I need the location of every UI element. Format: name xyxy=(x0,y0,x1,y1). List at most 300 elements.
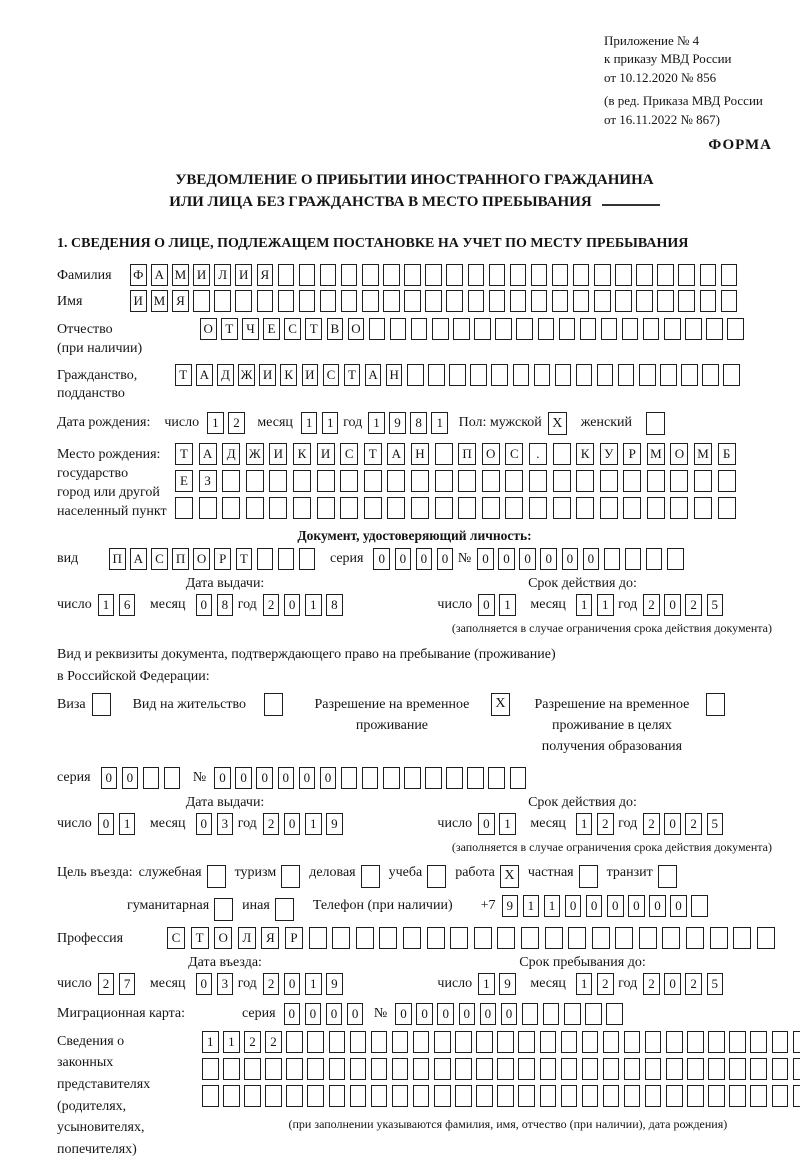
char-box[interactable]: 0 xyxy=(664,594,681,616)
char-box[interactable] xyxy=(286,1085,303,1107)
char-box[interactable]: 1 xyxy=(576,973,593,995)
char-box[interactable] xyxy=(687,1031,704,1053)
char-box[interactable]: 2 xyxy=(98,973,115,995)
char-box[interactable] xyxy=(491,364,508,386)
char-box[interactable] xyxy=(573,290,590,312)
char-box[interactable] xyxy=(691,895,708,917)
char-box[interactable]: Т xyxy=(236,548,253,570)
char-box[interactable] xyxy=(708,1031,725,1053)
char-box[interactable]: 0 xyxy=(395,1003,412,1025)
char-box[interactable] xyxy=(721,264,738,286)
char-box[interactable] xyxy=(639,927,657,949)
char-box[interactable]: 5 xyxy=(707,594,724,616)
char-box[interactable] xyxy=(383,264,400,286)
char-box[interactable] xyxy=(624,1058,641,1080)
char-box[interactable] xyxy=(757,927,775,949)
char-box[interactable]: 1 xyxy=(301,412,318,434)
char-box[interactable]: Я xyxy=(257,264,274,286)
char-box[interactable] xyxy=(392,1031,409,1053)
char-box[interactable] xyxy=(293,497,311,519)
char-box[interactable]: Л xyxy=(238,927,256,949)
char-box[interactable] xyxy=(390,318,407,340)
char-box[interactable] xyxy=(434,1085,451,1107)
char-box[interactable]: 0 xyxy=(501,1003,518,1025)
char-box[interactable]: 0 xyxy=(278,767,295,789)
char-box[interactable] xyxy=(278,264,295,286)
char-box[interactable]: О xyxy=(670,443,688,465)
char-box[interactable] xyxy=(362,767,379,789)
char-box[interactable] xyxy=(428,364,445,386)
char-box[interactable]: А xyxy=(130,548,147,570)
char-box[interactable]: 9 xyxy=(326,973,343,995)
char-box[interactable]: 1 xyxy=(523,895,540,917)
char-box[interactable] xyxy=(606,1003,623,1025)
char-box[interactable]: Т xyxy=(344,364,361,386)
char-box[interactable] xyxy=(622,318,639,340)
char-box[interactable] xyxy=(666,1085,683,1107)
char-box[interactable]: 0 xyxy=(284,813,301,835)
char-box[interactable] xyxy=(657,290,674,312)
char-box[interactable] xyxy=(561,1058,578,1080)
char-box[interactable] xyxy=(223,1085,240,1107)
char-box[interactable] xyxy=(278,290,295,312)
char-box[interactable] xyxy=(222,470,240,492)
char-box[interactable] xyxy=(350,1031,367,1053)
char-box[interactable]: Л xyxy=(214,264,231,286)
char-box[interactable] xyxy=(522,1003,539,1025)
char-box[interactable] xyxy=(531,264,548,286)
char-box[interactable]: Д xyxy=(222,443,240,465)
char-box[interactable] xyxy=(681,364,698,386)
char-box[interactable] xyxy=(662,927,680,949)
char-box[interactable] xyxy=(582,1058,599,1080)
char-box[interactable]: К xyxy=(280,364,297,386)
char-box[interactable] xyxy=(383,290,400,312)
char-box[interactable] xyxy=(278,548,295,570)
char-box[interactable]: 0 xyxy=(214,767,231,789)
char-box[interactable] xyxy=(468,264,485,286)
char-box[interactable]: 0 xyxy=(347,1003,364,1025)
char-box[interactable] xyxy=(299,264,316,286)
char-box[interactable] xyxy=(474,927,492,949)
char-box[interactable] xyxy=(427,927,445,949)
char-box[interactable] xyxy=(497,1031,514,1053)
char-box[interactable] xyxy=(411,318,428,340)
char-box[interactable] xyxy=(553,443,571,465)
char-box[interactable]: А xyxy=(387,443,405,465)
char-box[interactable] xyxy=(529,470,547,492)
char-box[interactable] xyxy=(413,1058,430,1080)
char-box[interactable] xyxy=(286,1058,303,1080)
char-box[interactable] xyxy=(317,497,335,519)
char-box[interactable] xyxy=(329,1031,346,1053)
char-box[interactable]: О xyxy=(482,443,500,465)
char-box[interactable]: Я xyxy=(261,927,279,949)
char-box[interactable]: 1 xyxy=(223,1031,240,1053)
char-box[interactable] xyxy=(269,497,287,519)
char-box[interactable]: Ж xyxy=(238,364,255,386)
char-box[interactable]: 0 xyxy=(459,1003,476,1025)
char-box[interactable] xyxy=(529,497,547,519)
char-box[interactable] xyxy=(458,497,476,519)
char-box[interactable] xyxy=(678,290,695,312)
char-box[interactable] xyxy=(615,927,633,949)
char-box[interactable] xyxy=(244,1085,261,1107)
char-box[interactable]: 7 xyxy=(119,973,136,995)
char-box[interactable]: 2 xyxy=(685,813,702,835)
char-box[interactable]: А xyxy=(196,364,213,386)
char-box[interactable]: 0 xyxy=(235,767,252,789)
char-box[interactable]: 0 xyxy=(326,1003,343,1025)
char-box[interactable] xyxy=(666,1058,683,1080)
char-box[interactable] xyxy=(413,1031,430,1053)
char-box[interactable]: О xyxy=(200,318,217,340)
char-box[interactable] xyxy=(257,548,274,570)
char-box[interactable] xyxy=(615,264,632,286)
char-box[interactable]: 0 xyxy=(416,548,433,570)
char-box[interactable] xyxy=(657,264,674,286)
char-box[interactable]: 0 xyxy=(196,813,213,835)
char-box[interactable] xyxy=(244,1058,261,1080)
char-box[interactable] xyxy=(453,318,470,340)
char-box[interactable]: 8 xyxy=(410,412,427,434)
char-box[interactable] xyxy=(476,1058,493,1080)
char-box[interactable]: 1 xyxy=(576,813,593,835)
char-box[interactable] xyxy=(341,767,358,789)
char-box[interactable] xyxy=(666,1031,683,1053)
char-box[interactable]: 0 xyxy=(196,594,213,616)
char-box[interactable]: 0 xyxy=(562,548,579,570)
char-box[interactable] xyxy=(573,264,590,286)
char-box[interactable]: А xyxy=(365,364,382,386)
char-box[interactable] xyxy=(329,1085,346,1107)
char-box[interactable] xyxy=(585,1003,602,1025)
temp-permit-checkbox[interactable]: X xyxy=(491,693,510,716)
char-box[interactable]: И xyxy=(259,364,276,386)
char-box[interactable]: О xyxy=(348,318,365,340)
char-box[interactable] xyxy=(594,290,611,312)
char-box[interactable]: И xyxy=(130,290,147,312)
char-box[interactable]: Т xyxy=(191,927,209,949)
char-box[interactable] xyxy=(265,1085,282,1107)
char-box[interactable]: 2 xyxy=(597,973,614,995)
char-box[interactable] xyxy=(645,1058,662,1080)
char-box[interactable]: И xyxy=(317,443,335,465)
char-box[interactable]: Ф xyxy=(130,264,147,286)
char-box[interactable] xyxy=(718,470,736,492)
char-box[interactable] xyxy=(723,364,740,386)
char-box[interactable]: 9 xyxy=(502,895,519,917)
char-box[interactable] xyxy=(687,1058,704,1080)
char-box[interactable]: Т xyxy=(221,318,238,340)
char-box[interactable] xyxy=(643,318,660,340)
char-box[interactable] xyxy=(482,470,500,492)
sex-female-checkbox[interactable] xyxy=(646,412,665,435)
char-box[interactable] xyxy=(476,1031,493,1053)
char-box[interactable] xyxy=(299,548,316,570)
char-box[interactable] xyxy=(332,927,350,949)
char-box[interactable]: О xyxy=(193,548,210,570)
char-box[interactable]: 1 xyxy=(119,813,136,835)
char-box[interactable] xyxy=(202,1058,219,1080)
char-box[interactable] xyxy=(552,290,569,312)
char-box[interactable]: Ж xyxy=(246,443,264,465)
char-box[interactable]: 0 xyxy=(284,594,301,616)
char-box[interactable] xyxy=(540,1058,557,1080)
char-box[interactable] xyxy=(555,364,572,386)
char-box[interactable] xyxy=(371,1085,388,1107)
char-box[interactable]: З xyxy=(199,470,217,492)
char-box[interactable] xyxy=(404,264,421,286)
char-box[interactable]: Т xyxy=(364,443,382,465)
char-box[interactable]: 3 xyxy=(217,813,234,835)
char-box[interactable] xyxy=(435,443,453,465)
char-box[interactable] xyxy=(202,1085,219,1107)
char-box[interactable] xyxy=(223,1058,240,1080)
char-box[interactable]: 0 xyxy=(373,548,390,570)
char-box[interactable] xyxy=(482,497,500,519)
char-box[interactable] xyxy=(175,497,193,519)
char-box[interactable]: Т xyxy=(175,443,193,465)
char-box[interactable] xyxy=(468,290,485,312)
char-box[interactable] xyxy=(489,264,506,286)
purpose-other-checkbox[interactable] xyxy=(275,898,294,921)
char-box[interactable] xyxy=(164,767,181,789)
char-box[interactable] xyxy=(488,767,505,789)
char-box[interactable] xyxy=(446,767,463,789)
char-box[interactable] xyxy=(341,290,358,312)
char-box[interactable]: 2 xyxy=(263,594,280,616)
char-box[interactable] xyxy=(706,318,723,340)
char-box[interactable]: 1 xyxy=(544,895,561,917)
char-box[interactable]: 3 xyxy=(217,973,234,995)
char-box[interactable]: 2 xyxy=(685,594,702,616)
char-box[interactable] xyxy=(686,927,704,949)
char-box[interactable]: Ч xyxy=(242,318,259,340)
char-box[interactable] xyxy=(518,1058,535,1080)
char-box[interactable] xyxy=(540,1085,557,1107)
char-box[interactable]: У xyxy=(600,443,618,465)
char-box[interactable]: Т xyxy=(305,318,322,340)
char-box[interactable]: 2 xyxy=(643,813,660,835)
char-box[interactable]: К xyxy=(576,443,594,465)
char-box[interactable] xyxy=(772,1031,789,1053)
char-box[interactable]: П xyxy=(109,548,126,570)
char-box[interactable] xyxy=(510,767,527,789)
char-box[interactable] xyxy=(750,1031,767,1053)
char-box[interactable] xyxy=(568,927,586,949)
char-box[interactable] xyxy=(214,290,231,312)
char-box[interactable] xyxy=(317,470,335,492)
char-box[interactable]: 1 xyxy=(305,813,322,835)
char-box[interactable]: 1 xyxy=(202,1031,219,1053)
char-box[interactable] xyxy=(356,927,374,949)
char-box[interactable]: М xyxy=(694,443,712,465)
char-box[interactable]: 0 xyxy=(664,973,681,995)
purpose-humanitarian-checkbox[interactable] xyxy=(214,898,233,921)
char-box[interactable] xyxy=(710,927,728,949)
char-box[interactable] xyxy=(561,1031,578,1053)
char-box[interactable] xyxy=(432,318,449,340)
char-box[interactable]: 0 xyxy=(122,767,139,789)
char-box[interactable] xyxy=(543,1003,560,1025)
char-box[interactable]: И xyxy=(269,443,287,465)
char-box[interactable] xyxy=(235,290,252,312)
char-box[interactable]: 0 xyxy=(256,767,273,789)
char-box[interactable]: 2 xyxy=(597,813,614,835)
char-box[interactable] xyxy=(371,1058,388,1080)
char-box[interactable] xyxy=(518,1031,535,1053)
char-box[interactable]: 1 xyxy=(368,412,385,434)
char-box[interactable] xyxy=(576,470,594,492)
char-box[interactable] xyxy=(604,548,621,570)
char-box[interactable]: А xyxy=(151,264,168,286)
char-box[interactable] xyxy=(516,318,533,340)
char-box[interactable] xyxy=(383,767,400,789)
char-box[interactable]: 2 xyxy=(263,813,280,835)
char-box[interactable]: П xyxy=(172,548,189,570)
char-box[interactable]: 6 xyxy=(119,594,136,616)
char-box[interactable] xyxy=(320,290,337,312)
char-box[interactable] xyxy=(561,1085,578,1107)
char-box[interactable] xyxy=(458,470,476,492)
char-box[interactable]: И xyxy=(193,264,210,286)
char-box[interactable] xyxy=(772,1085,789,1107)
char-box[interactable]: 0 xyxy=(437,1003,454,1025)
char-box[interactable] xyxy=(647,497,665,519)
char-box[interactable] xyxy=(534,364,551,386)
char-box[interactable]: 2 xyxy=(685,973,702,995)
char-box[interactable] xyxy=(624,1031,641,1053)
char-box[interactable] xyxy=(425,264,442,286)
char-box[interactable]: 0 xyxy=(437,548,454,570)
char-box[interactable] xyxy=(411,497,429,519)
char-box[interactable] xyxy=(329,1058,346,1080)
char-box[interactable]: 8 xyxy=(326,594,343,616)
char-box[interactable] xyxy=(246,470,264,492)
char-box[interactable] xyxy=(455,1031,472,1053)
char-box[interactable] xyxy=(793,1085,800,1107)
char-box[interactable] xyxy=(364,470,382,492)
char-box[interactable]: 8 xyxy=(217,594,234,616)
char-box[interactable] xyxy=(446,264,463,286)
char-box[interactable]: 9 xyxy=(326,813,343,835)
char-box[interactable] xyxy=(694,497,712,519)
purpose-official-checkbox[interactable] xyxy=(207,865,226,888)
char-box[interactable]: Р xyxy=(214,548,231,570)
char-box[interactable] xyxy=(580,318,597,340)
char-box[interactable]: 9 xyxy=(389,412,406,434)
char-box[interactable]: 2 xyxy=(643,594,660,616)
char-box[interactable] xyxy=(407,364,424,386)
char-box[interactable] xyxy=(553,470,571,492)
char-box[interactable]: С xyxy=(151,548,168,570)
char-box[interactable]: 0 xyxy=(540,548,557,570)
char-box[interactable] xyxy=(307,1085,324,1107)
char-box[interactable] xyxy=(404,767,421,789)
char-box[interactable] xyxy=(392,1058,409,1080)
char-box[interactable] xyxy=(269,470,287,492)
char-box[interactable] xyxy=(320,264,337,286)
char-box[interactable] xyxy=(505,497,523,519)
char-box[interactable] xyxy=(664,318,681,340)
char-box[interactable] xyxy=(341,264,358,286)
char-box[interactable] xyxy=(700,264,717,286)
char-box[interactable] xyxy=(603,1058,620,1080)
char-box[interactable]: 1 xyxy=(576,594,593,616)
char-box[interactable]: И xyxy=(235,264,252,286)
char-box[interactable] xyxy=(793,1058,800,1080)
char-box[interactable] xyxy=(450,927,468,949)
char-box[interactable] xyxy=(307,1058,324,1080)
char-box[interactable] xyxy=(143,767,160,789)
char-box[interactable] xyxy=(603,1085,620,1107)
char-box[interactable]: 0 xyxy=(670,895,687,917)
char-box[interactable]: С xyxy=(340,443,358,465)
char-box[interactable]: 1 xyxy=(499,813,516,835)
char-box[interactable]: 1 xyxy=(305,594,322,616)
char-box[interactable]: В xyxy=(327,318,344,340)
char-box[interactable]: О xyxy=(214,927,232,949)
char-box[interactable] xyxy=(257,290,274,312)
char-box[interactable] xyxy=(670,497,688,519)
char-box[interactable] xyxy=(594,264,611,286)
char-box[interactable] xyxy=(708,1058,725,1080)
char-box[interactable] xyxy=(702,364,719,386)
char-box[interactable]: М xyxy=(151,290,168,312)
char-box[interactable]: Р xyxy=(623,443,641,465)
char-box[interactable] xyxy=(660,364,677,386)
char-box[interactable] xyxy=(721,290,738,312)
char-box[interactable] xyxy=(411,470,429,492)
char-box[interactable] xyxy=(678,264,695,286)
char-box[interactable]: 0 xyxy=(196,973,213,995)
char-box[interactable] xyxy=(309,927,327,949)
char-box[interactable] xyxy=(434,1058,451,1080)
char-box[interactable] xyxy=(708,1085,725,1107)
char-box[interactable]: 0 xyxy=(586,895,603,917)
char-box[interactable]: 1 xyxy=(207,412,224,434)
char-box[interactable]: 2 xyxy=(263,973,280,995)
char-box[interactable] xyxy=(455,1085,472,1107)
char-box[interactable] xyxy=(624,1085,641,1107)
char-box[interactable] xyxy=(564,1003,581,1025)
char-box[interactable] xyxy=(601,318,618,340)
char-box[interactable] xyxy=(772,1058,789,1080)
char-box[interactable] xyxy=(600,470,618,492)
char-box[interactable] xyxy=(449,364,466,386)
char-box[interactable] xyxy=(446,290,463,312)
char-box[interactable] xyxy=(435,470,453,492)
char-box[interactable] xyxy=(340,470,358,492)
char-box[interactable] xyxy=(623,470,641,492)
char-box[interactable] xyxy=(425,767,442,789)
char-box[interactable]: 0 xyxy=(101,767,118,789)
char-box[interactable]: И xyxy=(302,364,319,386)
char-box[interactable] xyxy=(718,497,736,519)
char-box[interactable]: С xyxy=(284,318,301,340)
char-box[interactable] xyxy=(582,1085,599,1107)
char-box[interactable] xyxy=(518,1085,535,1107)
char-box[interactable] xyxy=(603,1031,620,1053)
char-box[interactable] xyxy=(513,364,530,386)
char-box[interactable] xyxy=(729,1031,746,1053)
char-box[interactable]: 2 xyxy=(228,412,245,434)
char-box[interactable] xyxy=(495,318,512,340)
char-box[interactable] xyxy=(552,264,569,286)
char-box[interactable]: П xyxy=(458,443,476,465)
char-box[interactable]: 0 xyxy=(583,548,600,570)
